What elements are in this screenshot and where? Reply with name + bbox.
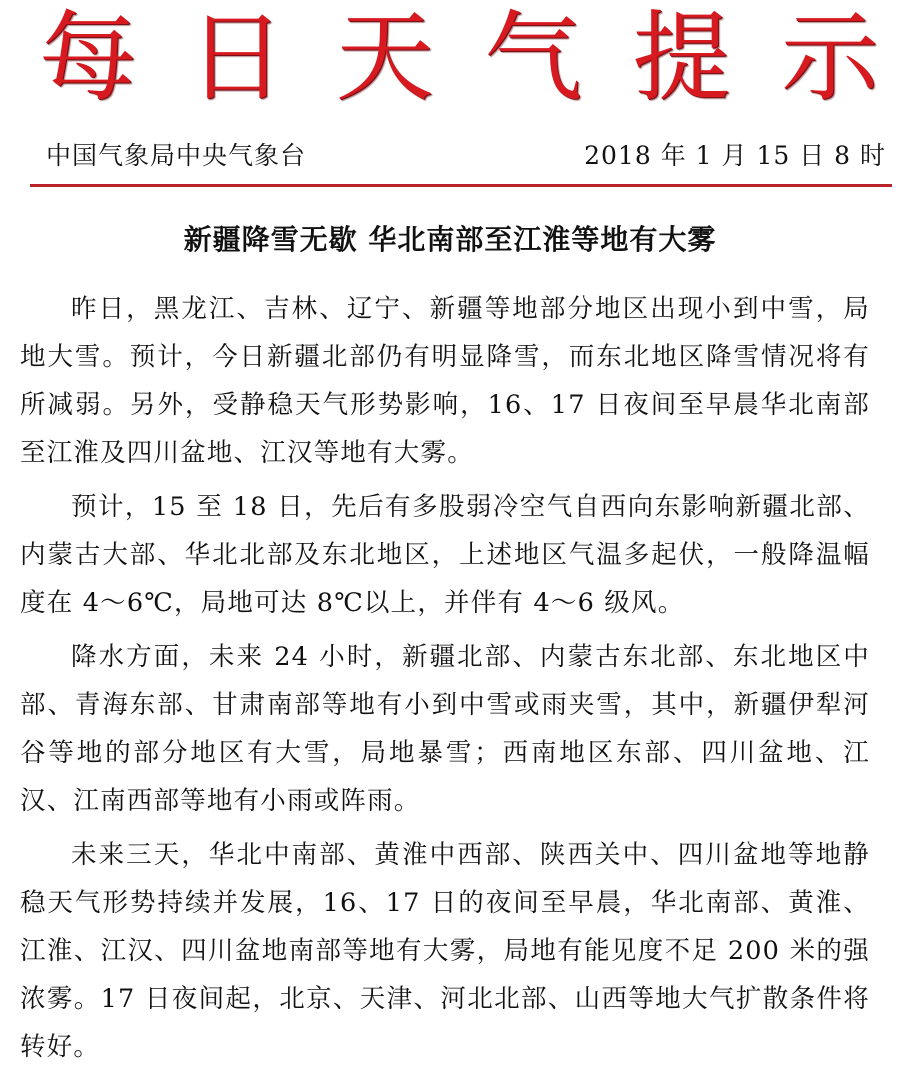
masthead-char: 气 — [484, 1, 583, 115]
article-body — [20, 285, 870, 1077]
issuer-label: 中国气象局中央气象台 — [46, 141, 307, 170]
issue-datetime: 2018 年 1 月 15 日 8 时 — [584, 141, 886, 170]
paragraph: 降水方面，未来 24 小时，新疆北部、内蒙古东北部、东北地区中部、青海东部、甘肃南部等地有小到中雪或雨夹雪，其中，新疆伊犁河谷等地的部分地区有大雪，局地暴雪；西南地区东部、四川盆地、江汉、江南西部等地有小雨或阵雨。 — [20, 642, 870, 816]
article-headline: 新疆降雪无歇 华北南部至江淮等地有大雾 — [183, 223, 717, 256]
masthead-char: 每 — [38, 1, 137, 115]
paragraph: 未来三天，华北中南部、黄淮中西部、陕西关中、四川盆地等地静稳天气形势持续并发展，16、17 日的夜间至早晨，华北南部、黄淮、江淮、江汉、四川盆地南部等地有大雾，局地有能见度不足 200 米的强浓雾。17 日夜间起，北京、天津、河北北部、山西等地大气扩散条件将转好。 — [20, 840, 870, 1062]
masthead-char: 日 — [187, 1, 286, 115]
paragraph: 预计，15 至 18 日，先后有多股弱冷空气自西向东影响新疆北部、内蒙古大部、华北北部及东北地区，上述地区气温多起伏，一般降温幅度在 4～6℃，局地可达 8℃以上，并伴有 4～6 级风。 — [20, 492, 870, 618]
subheader — [46, 134, 886, 174]
paragraph: 昨日，黑龙江、吉林、辽宁、新疆等地部分地区出现小到中雪，局地大雪。预计，今日新疆北部仍有明显降雪，而东北地区降雪情况将有所减弱。另外，受静稳天气形势影响，16、17 日夜间至早晨华北南部至江淮及四川盆地、江汉等地有大雾。 — [20, 294, 870, 468]
masthead-char: 提 — [632, 1, 731, 115]
masthead-title — [28, 2, 890, 114]
header-divider — [30, 184, 892, 187]
masthead-char: 天 — [335, 1, 434, 115]
masthead-char: 示 — [780, 1, 879, 115]
